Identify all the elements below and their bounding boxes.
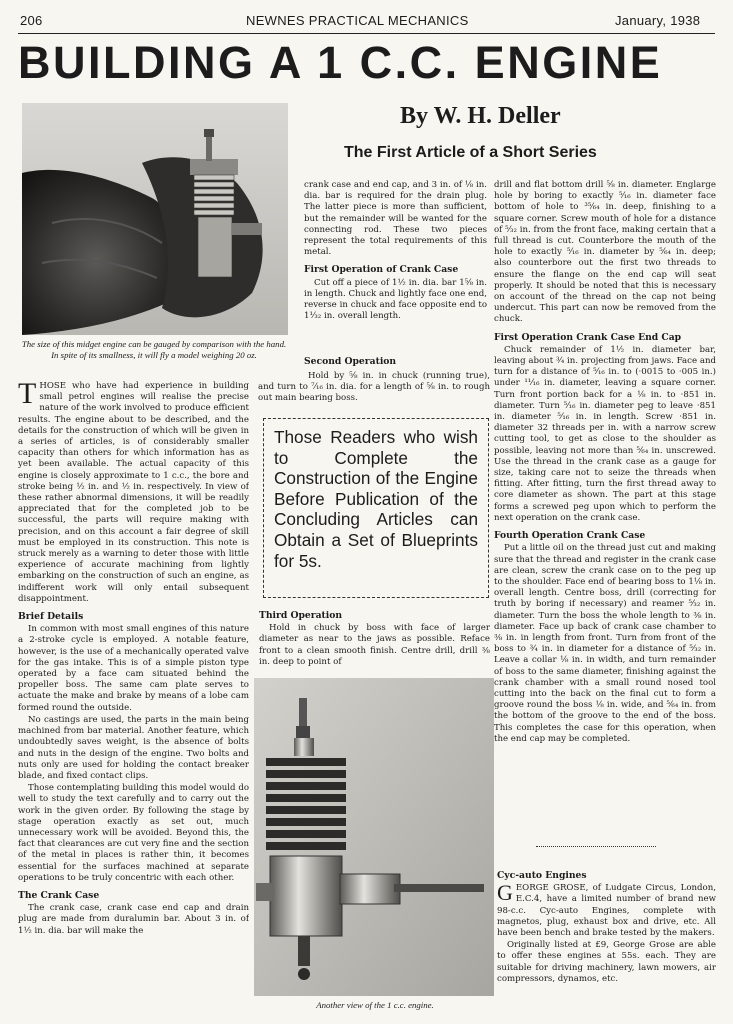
article-byline: By W. H. Deller: [400, 103, 561, 129]
first-operation-end-cap-paragraph: Chuck remainder of 1½ in. diameter bar, leaving about ¾ in. projecting from jaws. Face and turn for a distance of ⁵⁄₁₆ in. to (·0015 to ·005 in.) under ¹¹⁄₁₆ in. diameter, leaving a square corner. Turn front portion back for a ⅛ in. to ·851 in. diameter. Turn ⁵⁄₁₆ in. diameter peg to leave ·851 in. diameter ⁵⁄₁₆ in. in length. Screw ·851 in. diameter 32 threads per in. with a narrow screw cutting tool, to get as close to the shoulder as possible, leaving not more than ⁵⁄₆₄ in. unscrewed. Use the thread in the crank case as a gauge for size, taking care not to seize the threads when fitting. After fitting, turn the first thread away to core diameter as shown. The part at this stage forms a screwed peg upon which to perform the next operation on the crank case.: [494, 344, 716, 523]
page-number: 206: [20, 13, 43, 28]
cyc-auto-paragraph-2: Originally listed at £9, George Grose are able to offer these engines at 55s. each. They are suitable for driving machinery, lawn mowers, air compressors, dynamos, etc.: [497, 940, 716, 984]
second-operation-paragraph: Hold by ⅝ in. in chuck (running true), and turn to ⁷⁄₁₆ in. dia. for a length of ⅝ in. to rough out main bearing boss.: [258, 371, 490, 404]
brief-paragraph-2: No castings are used, the parts in the main being machined from bar material. Another feature, which undoubtedly saves weight, is the absence of bolts and nuts in the design of the engine. Two bolts and nuts only are used for holding the contact breaker blade, and fixed contact clips.: [18, 714, 249, 781]
first-operation-paragraph: Cut off a piece of 1½ in. dia. bar 1⅝ in. in length. Chuck and lightly face one end, reverse in chuck and face opposite end to 1¹⁄₃₂ in. overall length.: [304, 277, 487, 322]
second-operation-block: [258, 371, 490, 411]
col2-top-paragraph: crank case and end cap, and 3 in. of ⅛ in. dia. bar is required for the drain plug. The latter piece is more than sufficient, but the remainder will be wanted for the connecting rod. These two pieces represent the total requirements of this metal.: [304, 180, 487, 258]
callout-text: Those Readers who wish to Complete the Construction of the Engine Before Publication of the Concluding Articles can Obtain a Set of Blueprints for 5s.: [274, 427, 478, 571]
section-divider: [536, 846, 656, 847]
brief-paragraph-3: Those contemplating building this model would do well to study the text carefully and to carry out the work in the given order. By following the stage by stage operation exactly as set out, much unnecessary work will be avoided. Beyond this, the fact that clearances are cut very fine and the section of the metal in places is rather thin, it becomes essential for the surfaces machined at separate operations to be truly concentric with each other.: [18, 783, 249, 883]
cyc-auto-paragraph-1: GEORGE GROSE, of Ludgate Circus, London, E.C.4, have a limited number of brand new 98-c.c. Cyc-auto Engines, complete with magnetos, plug, exhaust box and drive, etc. All have been bench and brake tested by the makers.: [497, 880, 716, 939]
column-3: [494, 180, 716, 832]
third-operation-paragraph: Hold in chuck by boss with face of larger diameter as near to the jaws as possible. Reface front to a clean smooth finish. Centre drill, drill ⅜ in. deep to point of: [259, 623, 490, 667]
intro-dropcap: T: [18, 381, 37, 410]
heading-brief-details: Brief Details: [18, 611, 84, 623]
article-title: BUILDING A 1 C.C. ENGINE: [18, 37, 663, 88]
fourth-operation-paragraph: Put a little oil on the thread just cut and making sure that the thread and register in the crank case are clean, screw the crank case on to the peg up to the shoulder. Face end of bearing boss to 1⅛ in. overall length. Centre boss, drill (correcting for truth by boring if necessary) and reamer ⁵⁄₃₂ in. diameter. Turn the boss the whole length to ⅜ in. diameter. Face up back of crank case chamber to ⅜ in. in length from front. Turn from front of the boss to ¾ in. in diameter for a distance of ⁵⁄₃₂ in. Leave a collar ⅛ in. in width, and turn remainder of boss to the same diameter, finishing against the crank chamber with a small round nosed tool cutting into the back on the final cut to form a groove round the boss ⅛ in. wide, and ⁵⁄₆₄ in. from the bottom of the groove to the end of the boss. This completes the case for this operation, when the end cap may be completed.: [494, 543, 716, 744]
article-subtitle: The First Article of a Short Series: [344, 144, 597, 161]
cyc-dropcap: G: [497, 880, 513, 906]
cyc-auto-notice: [497, 870, 716, 1020]
crank-case-paragraph: The crank case, crank case end cap and drain plug are made from duralumin bar. About 3 in. of 1½ in. dia. bar will make the: [18, 903, 249, 936]
intro-paragraph: THOSE who have had experience in building small petrol engines will realise the precise nature of the work involved to produce efficient results. The engine about to be described, and the details for the construction of which will be given in a series of articles, is of considerably smaller capacity than others for which information has as yet been available. The actual capacity of this engine is closely approximate to 1 c.c., the bore and stroke being ½ in. and ½ in. respectively. In view of these rather abnormal dimensions, it will be readily appreciated that for the completed job to be successful, the parts will require making with precision, and on this account a fair degree of skill must be employed in its construction. This note is struck merely as a warning to deter those with little experience of accurate machining from lightly embarking on the construction of such an engine, as indifferent work will only entail subsequent disappointment.: [18, 381, 249, 604]
magazine-name: NEWNES PRACTICAL MECHANICS: [246, 13, 469, 28]
heading-crank-case: The Crank Case: [18, 889, 100, 901]
heading-cyc-auto: Cyc-auto Engines: [497, 870, 587, 881]
column-1: [18, 381, 249, 1021]
engine-in-hand-photo: [22, 103, 288, 335]
heading-second-operation: Second Operation: [304, 356, 397, 367]
heading-first-operation-end-cap: First Operation Crank Case End Cap: [494, 331, 682, 343]
photo2-caption: Another view of the 1 c.c. engine.: [316, 1000, 434, 1010]
header-rule: [18, 33, 715, 34]
brief-paragraph-1: In common with most small engines of this nature a 2-stroke cycle is employed. A notable feature, however, is the use of a mechanically operated valve for the gas intake. This is of a simple piston type operated by a face cam situated behind the propeller boss. The same cam plate serves to actuate the make and brake by means of a lobe cam formed round the outside.: [18, 624, 249, 713]
col3-top-paragraph: drill and flat bottom drill ⅝ in. diameter. Englarge hole by boring to exactly ⁵⁄₁₆ in. diameter face bottom of hole to ³⁵⁄₆₄ in. deep, finishing to a square corner. Screw mouth of hole for a distance of ⁵⁄₃₂ in. from the front face, making certain that a full thread is cut. Counterbore the mouth of the hole to exactly ⁵⁄₁₆ in. diameter by ⁵⁄₆₄ in. deep; also counterbore out the first two threads to ensure the flange on the end cap will seat properly. It should be noted that this is necessary on account of the thread on the cap not being undercut. This part can now be removed from the chuck.: [494, 180, 716, 325]
column-2-top: [304, 180, 487, 352]
issue-date: January, 1938: [615, 13, 701, 28]
third-operation-block: [259, 604, 490, 676]
blueprint-callout: [263, 418, 489, 598]
heading-third-operation: Third Operation: [259, 610, 343, 621]
photo1-caption: The size of this midget engine can be gauged by comparison with the hand. In spite of its smallness, it will fly a model weighing 20 oz.: [21, 339, 287, 360]
heading-first-operation: First Operation of Crank Case: [304, 264, 459, 276]
heading-fourth-operation: Fourth Operation Crank Case: [494, 530, 646, 542]
engine-side-view-photo: [254, 678, 494, 996]
